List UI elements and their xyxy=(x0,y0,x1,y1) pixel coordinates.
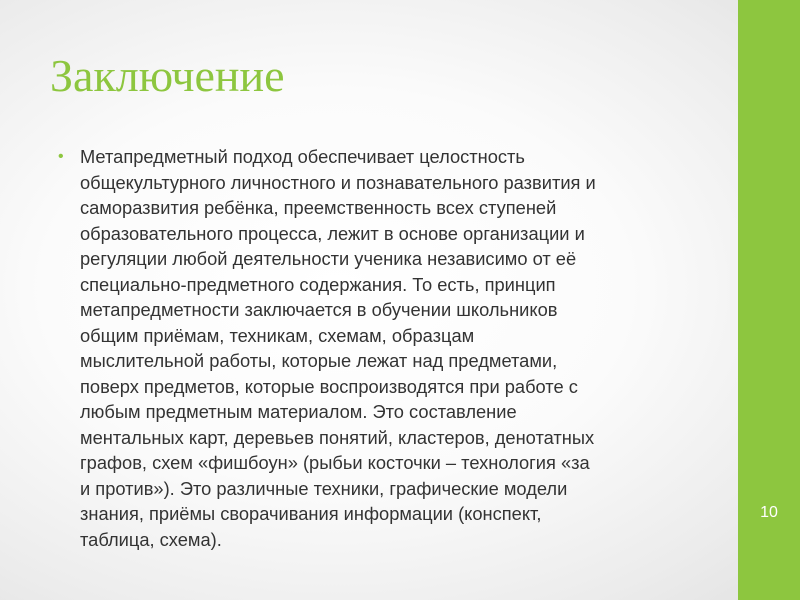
paragraph-line: общекультурного личностного и познавательного развития и xyxy=(80,171,596,193)
paragraph-line: знания, приёмы сворачивания информации (конспект, xyxy=(80,503,542,524)
paragraph-line: регуляции любой деятельности ученика независимо от её xyxy=(80,248,577,269)
slide-content xyxy=(56,144,706,552)
paragraph-line: ментальных карт, деревьев понятий, кластеров, денотатных xyxy=(80,426,595,448)
paragraph-line: таблица, схема). xyxy=(80,528,222,550)
paragraph-line: саморазвития ребёнка, преемственность всех ступеней xyxy=(80,197,557,218)
bullet-paragraph xyxy=(56,144,706,552)
paragraph-line: и против»). Это различные техники, графические модели xyxy=(80,477,568,499)
paragraph-line: Метапредметный подход обеспечивает целостность xyxy=(80,146,525,167)
paragraph-line: метапредметности заключается в обучении школьников xyxy=(80,299,558,320)
slide-title: Заключение xyxy=(50,50,285,101)
page-number: 10 xyxy=(760,504,778,521)
paragraph-line: графов, схем «фишбоун» (рыбьи косточки – технология «за xyxy=(80,452,590,473)
paragraph-line: специально-предметного содержания. То есть, принцип xyxy=(80,273,556,295)
paragraph-line: мыслительной работы, которые лежат над предметами, xyxy=(80,350,558,371)
paragraph-line: общим приёмам, техникам, схемам, образцам xyxy=(80,324,475,346)
bullet-icon: • xyxy=(58,148,64,165)
paragraph-line: поверх предметов, которые воспроизводятся при работе с xyxy=(80,375,578,397)
paragraph-line: образовательного процесса, лежит в основе организации и xyxy=(80,222,585,244)
paragraph-line: любым предметным материалом. Это составление xyxy=(80,401,517,422)
